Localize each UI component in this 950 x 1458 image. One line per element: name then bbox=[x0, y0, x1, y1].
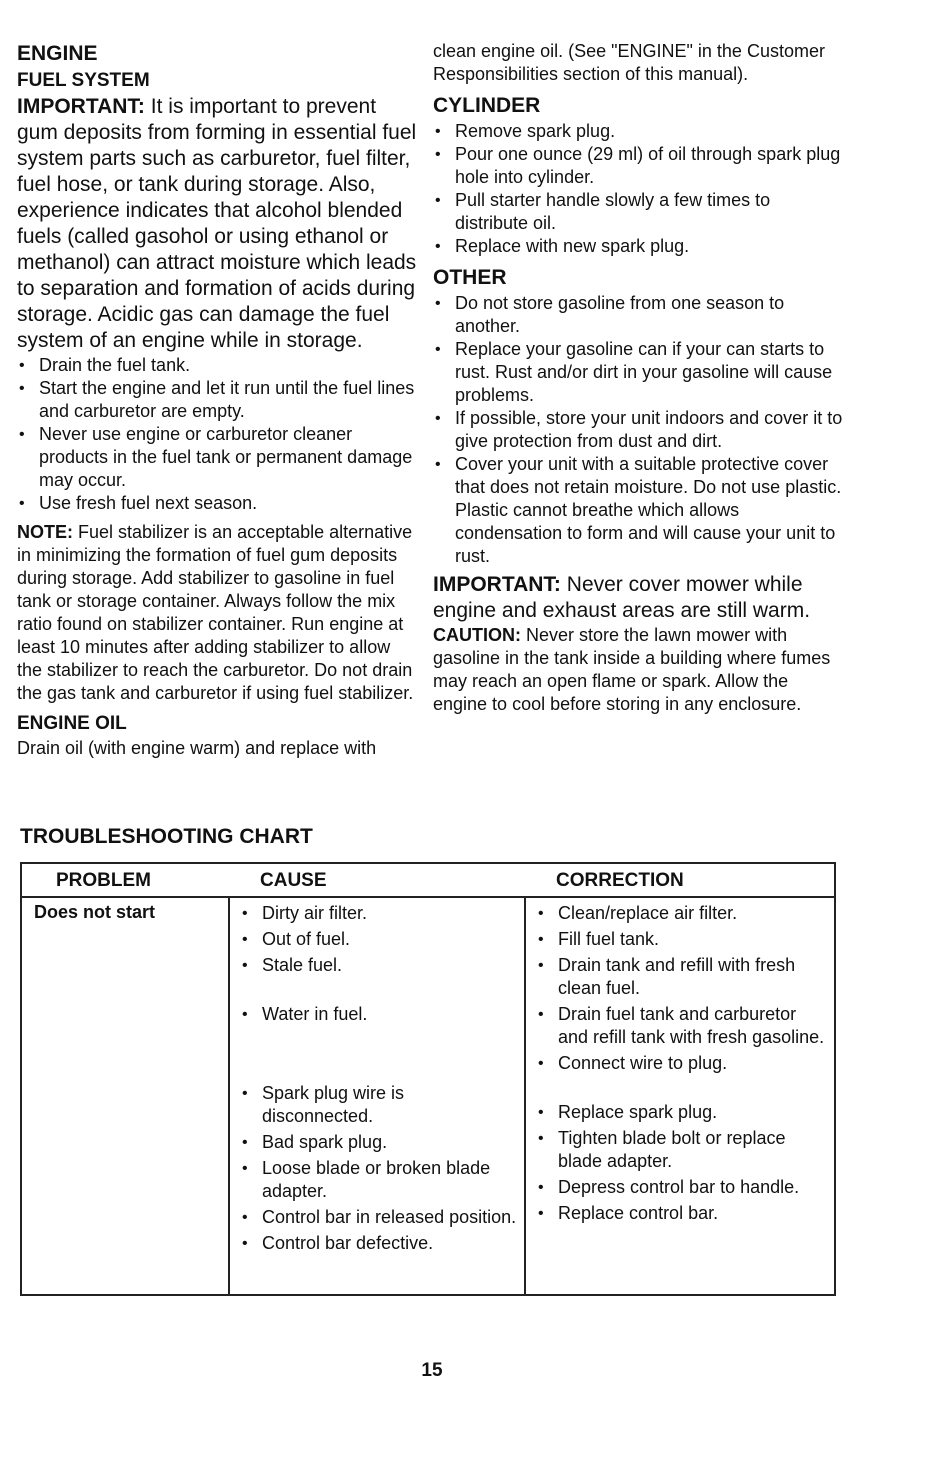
right-column bbox=[433, 40, 843, 716]
list-item: • Spark plug wire is disconnected. bbox=[240, 1082, 520, 1128]
header-cause: CAUSE bbox=[260, 870, 327, 891]
engine-heading: ENGINE bbox=[17, 42, 98, 65]
cylinder-bullet-list bbox=[433, 120, 843, 258]
problem-cell: Does not start bbox=[34, 902, 156, 922]
fuel-bullet-list bbox=[17, 354, 417, 515]
list-item: • Start the engine and let it run until the fuel lines and carburetor are empty. bbox=[17, 377, 417, 423]
list-item: • Depress control bar to handle. bbox=[536, 1176, 826, 1199]
important-label: IMPORTANT: bbox=[17, 95, 145, 118]
other-bullet-list bbox=[433, 292, 843, 568]
list-item: • Replace spark plug. bbox=[536, 1101, 826, 1124]
list-item: • Control bar in released position. bbox=[240, 1206, 520, 1229]
troubleshooting-title: TROUBLESHOOTING CHART bbox=[20, 825, 313, 848]
fuel-system-heading: FUEL SYSTEM bbox=[17, 70, 150, 91]
other-heading: OTHER bbox=[433, 266, 507, 289]
important-paragraph bbox=[17, 94, 417, 354]
list-item: • Replace control bar. bbox=[536, 1202, 826, 1225]
column-divider bbox=[228, 896, 230, 1294]
note-label: NOTE: bbox=[17, 522, 73, 542]
list-item: • Tighten blade bolt or replace blade adapter. bbox=[536, 1127, 826, 1173]
list-item: • Replace your gasoline can if your can starts to rust. Rust and/or dirt in your gasoline will cause problems. bbox=[433, 338, 843, 407]
left-column bbox=[17, 40, 417, 760]
cylinder-heading: CYLINDER bbox=[433, 94, 541, 117]
caution-text: Never store the lawn mower with gasoline in the tank inside a building where fumes may reach an open flame or spark. Allow the engine to cool before storing in any enclosure. bbox=[433, 625, 831, 714]
correction-cell bbox=[536, 902, 826, 1228]
table-header-row bbox=[22, 864, 834, 898]
oil-continued-text: clean engine oil. (See "ENGINE" in the Customer Responsibilities section of this manual). bbox=[433, 41, 825, 84]
list-item: • Control bar defective. bbox=[240, 1232, 520, 1255]
note-text: Fuel stabilizer is an acceptable alternative in minimizing the formation of fuel gum deposits during storage. Add stabilizer to gasoline in fuel tank or storage container. Always follow the mix ratio found on stabilizer container. Run engine at least 10 minutes after adding stabilizer to allow the stabilizer to reach the carburetor. Do not drain the gas tank and carburetor if using fuel stabilizer. bbox=[17, 522, 414, 703]
list-item: • Drain tank and refill with fresh clean fuel. bbox=[536, 954, 826, 1000]
list-item: • Drain the fuel tank. bbox=[17, 354, 417, 377]
list-item: • Water in fuel. bbox=[240, 1003, 520, 1026]
list-item: • Pull starter handle slowly a few times to distribute oil. bbox=[433, 189, 843, 235]
note-paragraph bbox=[17, 521, 417, 705]
important-warning bbox=[433, 572, 843, 624]
list-item: • Use fresh fuel next season. bbox=[17, 492, 417, 515]
caution-label: CAUTION: bbox=[433, 625, 521, 645]
list-item: • Bad spark plug. bbox=[240, 1131, 520, 1154]
list-item: • Cover your unit with a suitable protective cover that does not retain moisture. Do not use plastic. Plastic cannot breathe which allows condensation to form and will cause your unit to rust. bbox=[433, 453, 843, 568]
page-number: 15 bbox=[421, 1360, 443, 1381]
header-correction: CORRECTION bbox=[556, 870, 684, 891]
list-item: • Dirty air filter. bbox=[240, 902, 520, 925]
list-item: • Remove spark plug. bbox=[433, 120, 843, 143]
list-item: • If possible, store your unit indoors and cover it to give protection from dust and dirt. bbox=[433, 407, 843, 453]
list-item: • Stale fuel. bbox=[240, 954, 520, 977]
column-divider bbox=[524, 896, 526, 1294]
list-item: • Fill fuel tank. bbox=[536, 928, 826, 951]
cause-cell bbox=[240, 902, 520, 1258]
list-item: • Clean/replace air filter. bbox=[536, 902, 826, 925]
engine-oil-heading: ENGINE OIL bbox=[17, 713, 127, 734]
important-text: Never cover mower while engine and exhaust areas are still warm. bbox=[433, 573, 811, 622]
engine-oil-text: Drain oil (with engine warm) and replace with bbox=[17, 738, 377, 758]
list-item: • Do not store gasoline from one season to another. bbox=[433, 292, 843, 338]
troubleshooting-table bbox=[20, 862, 836, 1296]
list-item: • Never use engine or carburetor cleaner products in the fuel tank or permanent damage may occur. bbox=[17, 423, 417, 492]
list-item: • Replace with new spark plug. bbox=[433, 235, 843, 258]
list-item: • Out of fuel. bbox=[240, 928, 520, 951]
list-item: • Pour one ounce (29 ml) of oil through spark plug hole into cylinder. bbox=[433, 143, 843, 189]
list-item: • Drain fuel tank and carburetor and refill tank with fresh gasoline. bbox=[536, 1003, 826, 1049]
important-label: IMPORTANT: bbox=[433, 573, 561, 596]
important-text: It is important to prevent gum deposits from forming in essential fuel system parts such as carburetor, fuel filter, fuel hose, or tank during storage. Also, experience indicates that alcohol blended fuels (called gasohol or using ethanol or methanol) can attract moisture which leads to separation and formation of acids during storage. Acidic gas can damage the fuel system of an engine while in storage. bbox=[17, 95, 417, 352]
list-item: • Connect wire to plug. bbox=[536, 1052, 826, 1075]
caution-paragraph bbox=[433, 624, 843, 716]
header-problem: PROBLEM bbox=[56, 870, 151, 891]
list-item: • Loose blade or broken blade adapter. bbox=[240, 1157, 520, 1203]
